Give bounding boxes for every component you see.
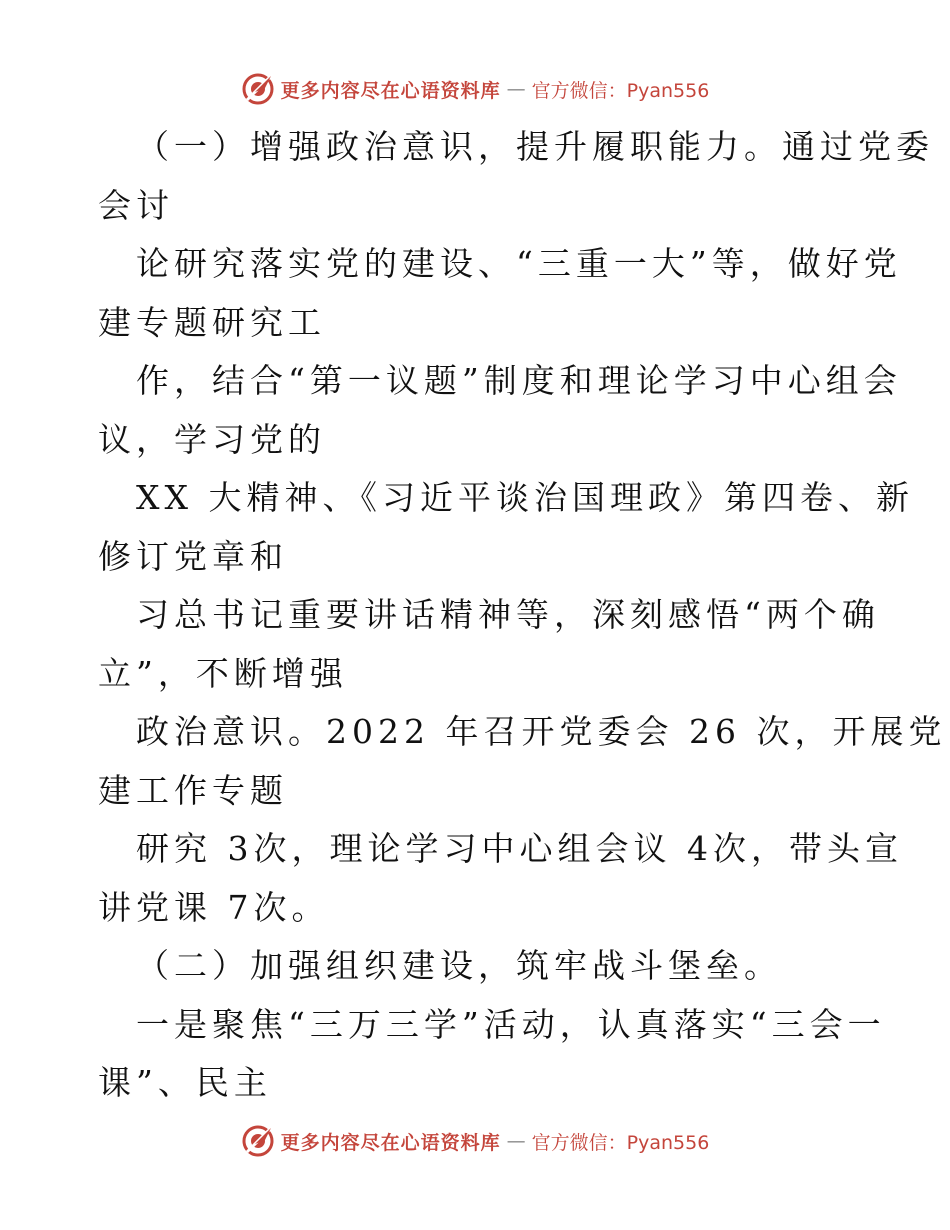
banner-wechat-text: 官方微信：Pyan556	[531, 79, 710, 102]
paragraph	[98, 996, 886, 1113]
paragraph-line: （二）加强组织建设，筑牢战斗堡垒。	[136, 946, 782, 985]
paragraph	[98, 703, 947, 820]
banner-separator: —	[506, 1130, 526, 1152]
paragraph-line: 修订党章和	[98, 536, 288, 576]
banner-main-text: 更多内容尽在心语资料库	[280, 1131, 501, 1154]
quill-logo-icon	[241, 1124, 275, 1158]
header-banner	[0, 72, 950, 106]
paragraph-line: 建工作专题	[98, 770, 288, 810]
banner-separator: —	[506, 78, 526, 100]
quill-logo-icon	[241, 72, 275, 106]
banner-wechat-text: 官方微信：Pyan556	[531, 1131, 710, 1154]
paragraph-line: 论研究落实党的建设、“三重一大”等，做好党	[136, 244, 902, 283]
paragraph-line: 讲党课 7次。	[98, 887, 330, 927]
paragraph-line: 一是聚焦“三万三学”活动，认真落实“三会一	[136, 1004, 886, 1044]
paragraph-line: 会讨	[98, 185, 174, 225]
paragraph-line: XX 大精神、《习近平谈治国理政》第四卷、新	[136, 478, 914, 517]
paragraph-line: 课”、民主	[98, 1063, 272, 1102]
paragraph-line: 建专题研究工	[98, 302, 326, 342]
paragraph-line: 研究 3次，理论学习中心组会议 4次，带头宣	[136, 829, 903, 868]
footer-banner	[0, 1124, 950, 1158]
paragraph-line: （一）增强政治意识，提升履职能力。通过党委	[136, 127, 934, 166]
paragraph	[98, 352, 902, 469]
paragraph-line: 习总书记重要讲话精神等，深刻感悟“两个确	[136, 595, 880, 634]
paragraph	[98, 235, 902, 352]
paragraph	[98, 820, 903, 937]
paragraph	[98, 586, 880, 703]
section-heading	[98, 937, 858, 996]
paragraph	[98, 469, 914, 586]
document-body	[98, 118, 947, 1113]
banner-main-text: 更多内容尽在心语资料库	[280, 79, 501, 102]
paragraph-line: 作，结合“第一议题”制度和理论学习中心组会	[136, 361, 902, 400]
paragraph-line: 政治意识。2022 年召开党委会 26 次，开展党	[136, 712, 947, 751]
paragraph-line: 立”，不断增强	[98, 653, 348, 693]
paragraph-line: 议，学习党的	[98, 419, 326, 459]
paragraph	[98, 118, 934, 235]
